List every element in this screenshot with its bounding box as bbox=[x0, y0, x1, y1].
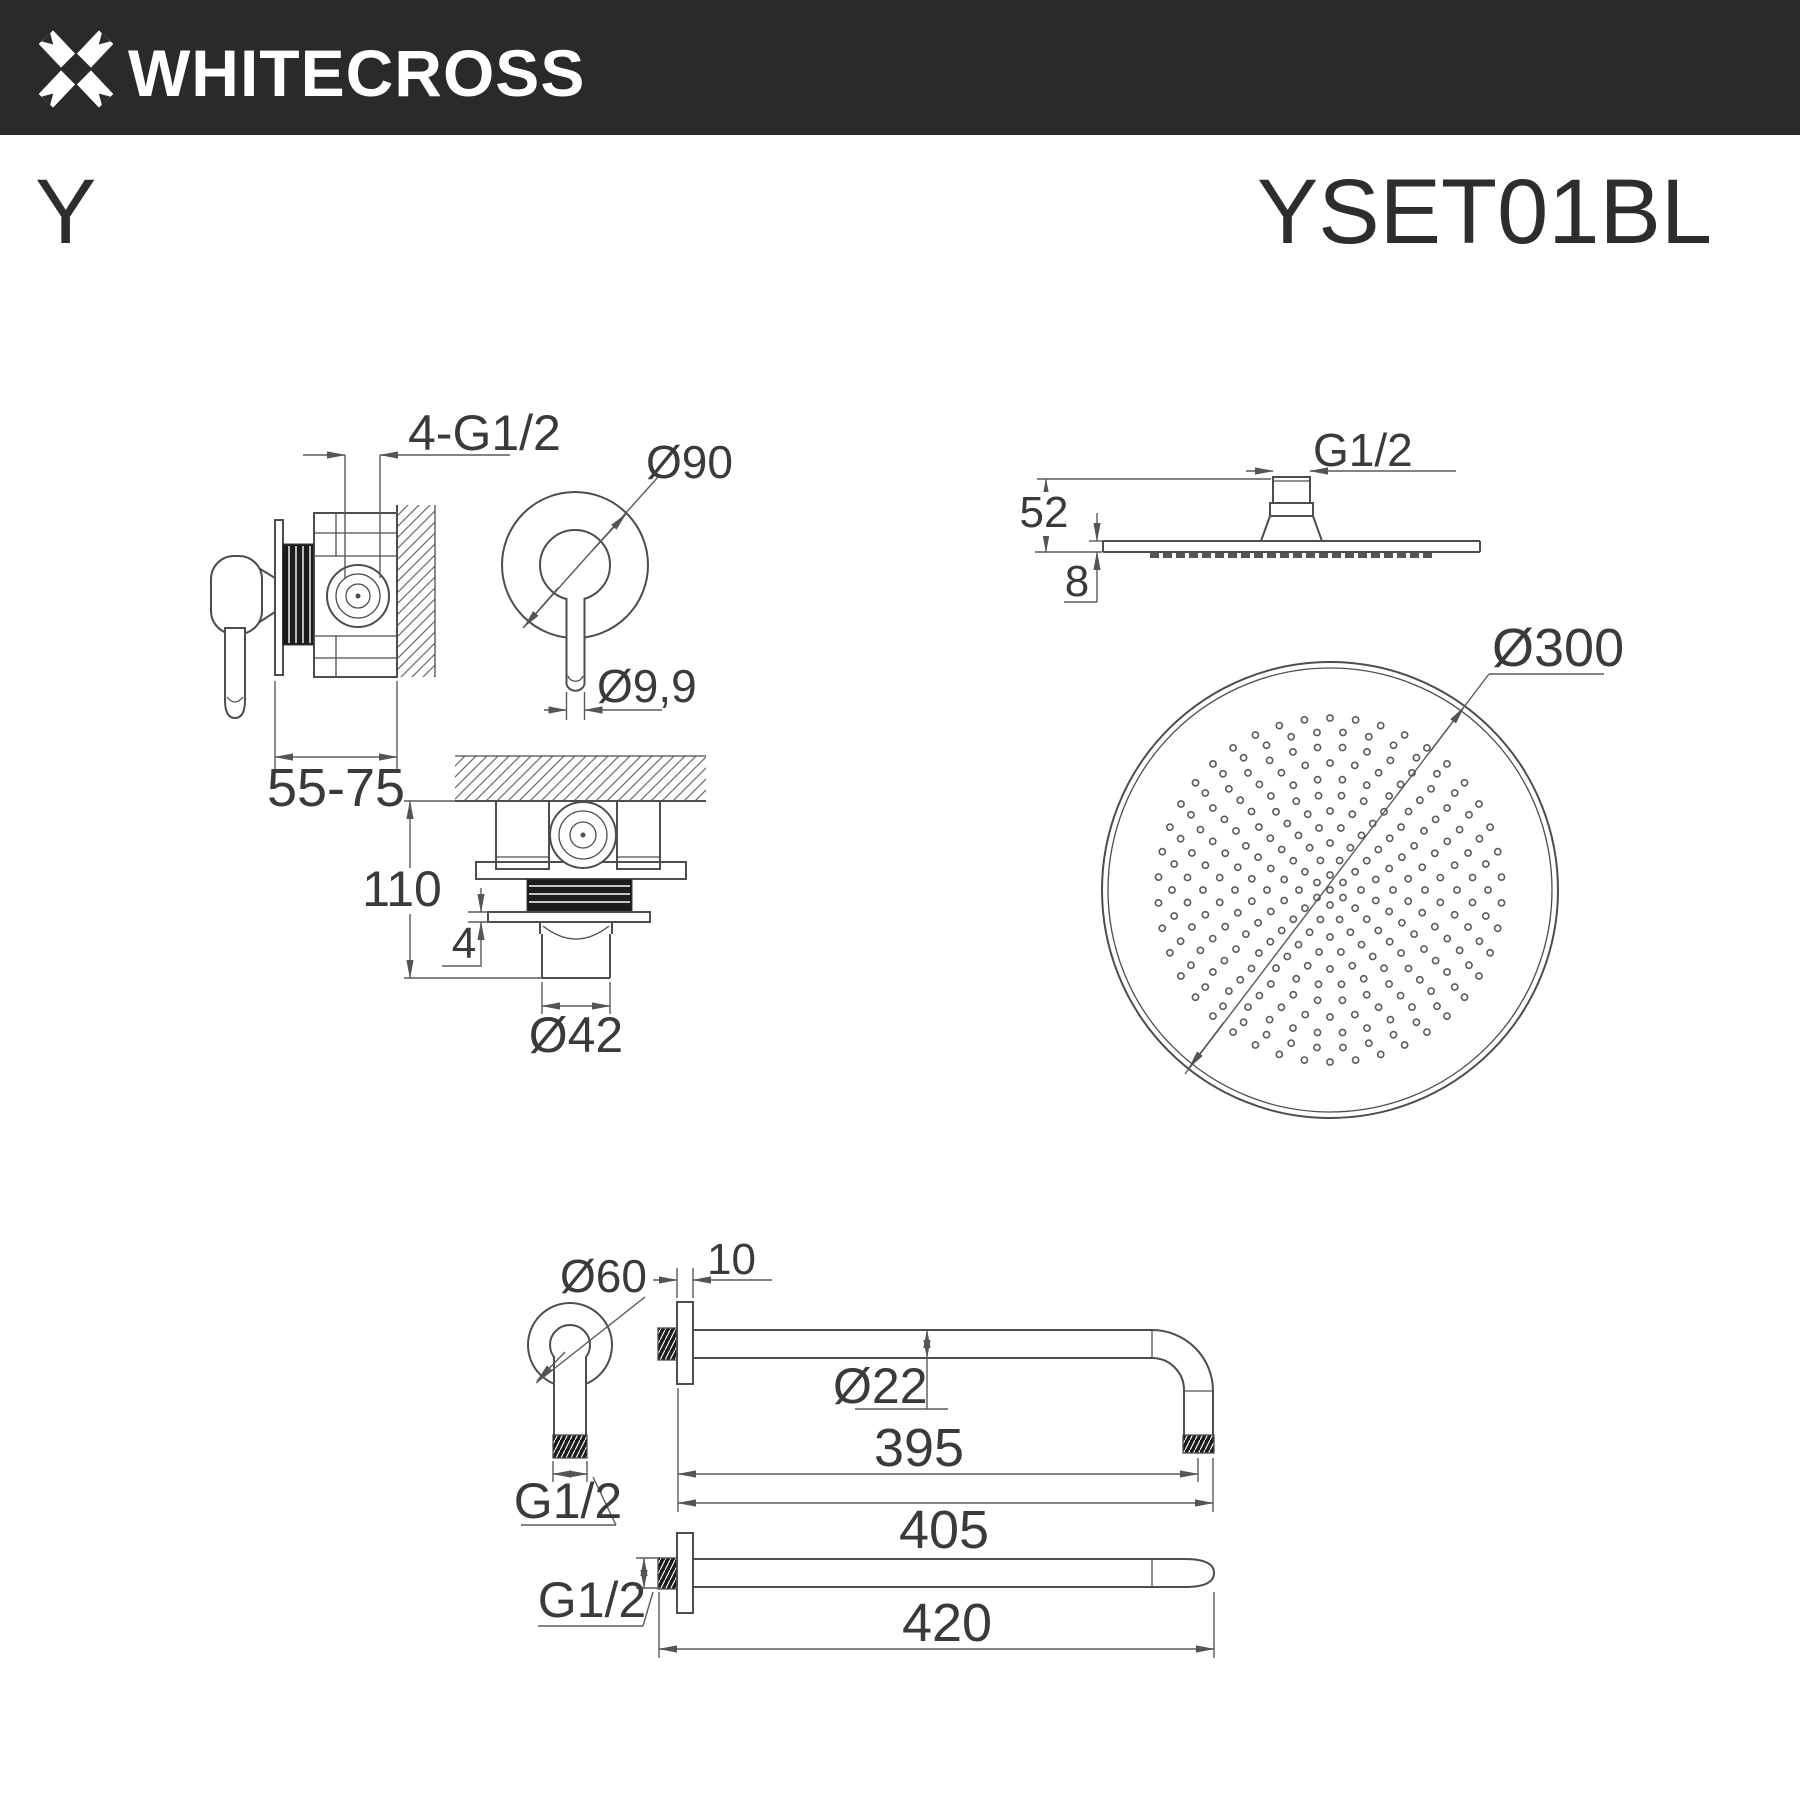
dim-label-plate-diameter: Ø90 bbox=[646, 436, 733, 488]
drawing-arm-side-view bbox=[653, 1235, 1214, 1560]
dim-label-arm2-thread: G1/2 bbox=[537, 1572, 647, 1628]
dim-label-length-to-outlet: 395 bbox=[873, 1418, 965, 1478]
dim-label-connector-height: 52 bbox=[1019, 488, 1069, 537]
drawing-mixer-front-view bbox=[502, 436, 733, 720]
face-nozzle-dots bbox=[1155, 715, 1504, 1065]
dim-label-arm2-length: 420 bbox=[901, 1593, 993, 1653]
dim-label-handle-diameter: Ø9,9 bbox=[597, 660, 697, 712]
series-title: Y bbox=[35, 161, 97, 263]
dim-label-flange-thickness: 4 bbox=[451, 919, 477, 968]
drawing-elbow-view bbox=[514, 1250, 647, 1529]
drawing-arm-top-view bbox=[538, 1533, 1214, 1658]
dim-label-arm-flange: 10 bbox=[707, 1235, 756, 1284]
dim-label-ports: 4-G1/2 bbox=[408, 405, 561, 461]
drawing-head-face-view bbox=[1102, 618, 1624, 1118]
dim-label-depth: 55-75 bbox=[266, 758, 406, 818]
dim-label-spout-diameter: Ø42 bbox=[528, 1007, 624, 1063]
dim-label-elbow-thread: G1/2 bbox=[513, 1473, 623, 1529]
model-number: YSET01BL bbox=[1256, 161, 1712, 263]
brand-wordmark: WHITECROSS bbox=[128, 36, 586, 110]
dim-label-head-thread: G1/2 bbox=[1313, 424, 1413, 476]
drawing-head-side-view bbox=[1012, 424, 1480, 606]
dim-label-face-diameter: Ø300 bbox=[1492, 618, 1625, 678]
drawing-mixer-plan-view bbox=[362, 756, 706, 1063]
dim-label-escutcheon-diameter: Ø60 bbox=[560, 1250, 647, 1302]
dim-label-height: 110 bbox=[362, 861, 442, 917]
dim-label-length-overall: 405 bbox=[898, 1500, 990, 1560]
dim-label-plate-thickness: 8 bbox=[1064, 557, 1090, 606]
dim-label-tube-diameter: Ø22 bbox=[833, 1358, 928, 1414]
